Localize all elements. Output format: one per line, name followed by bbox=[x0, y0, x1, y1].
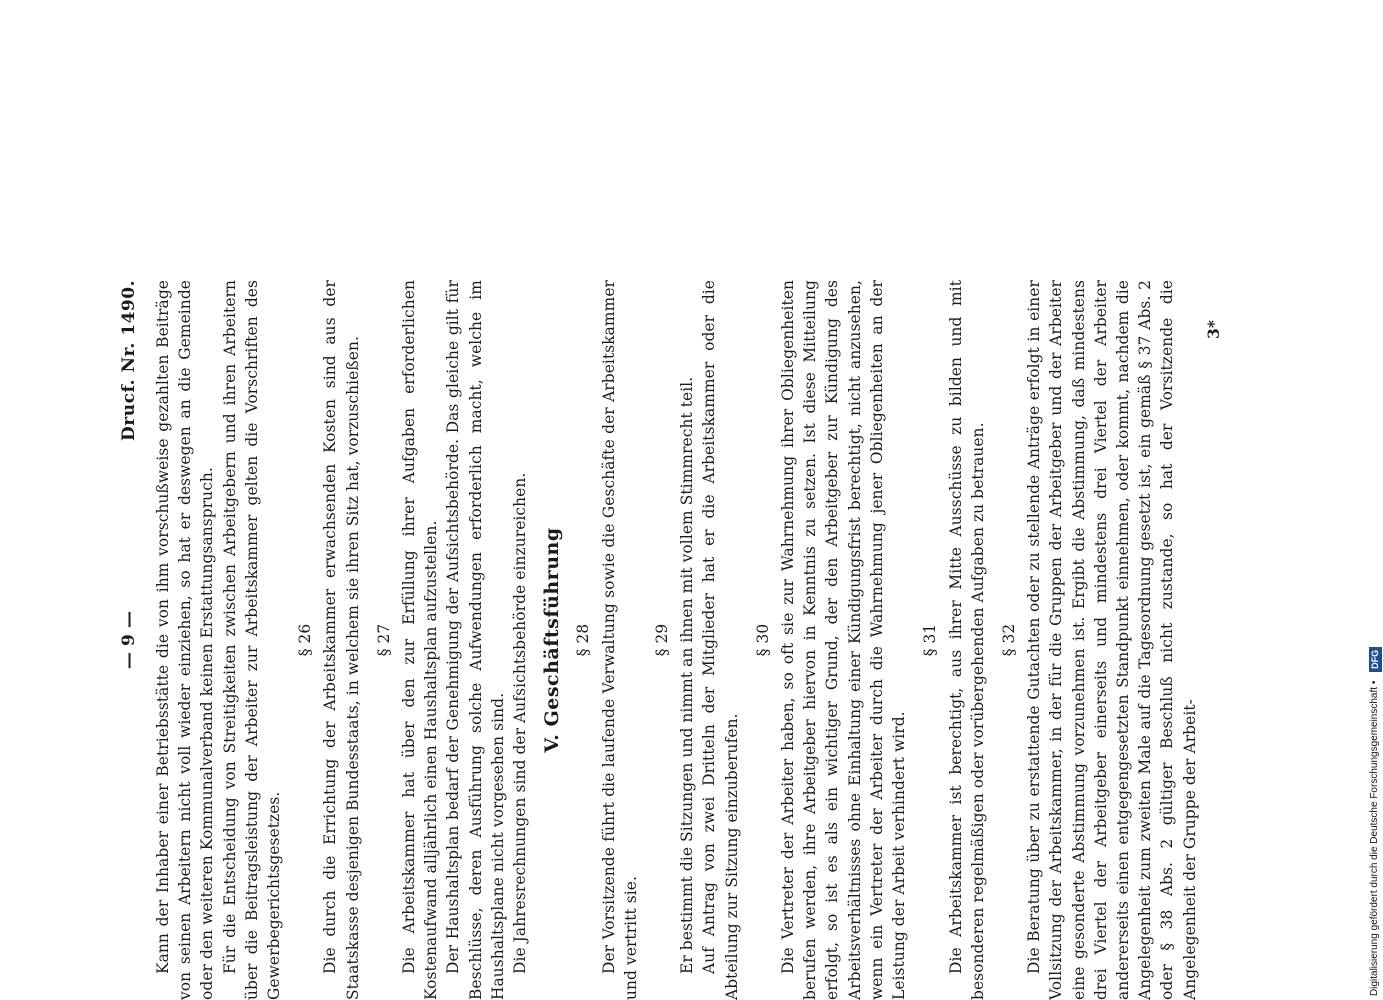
paragraph-heading: § 28 bbox=[574, 623, 593, 657]
digitization-credit bbox=[1366, 6, 1383, 996]
body-paragraph: Die Jahresrechnungen sind der Aufsichtsbehörde einzureichen. bbox=[511, 472, 530, 974]
print-reference: Drucf. Nr. 1490. bbox=[119, 280, 139, 441]
paragraph-heading: § 30 bbox=[753, 623, 772, 657]
paragraph-heading: § 31 bbox=[921, 623, 940, 657]
body-paragraph: Die Arbeitskammer ist berechtigt, aus ihrer Mitte Ausschüsse zu bilden und mit besonderen regelmäßigen oder vorübergehenden Aufgaben zu betrauen. bbox=[946, 280, 987, 1000]
paragraph-heading: § 32 bbox=[999, 623, 1018, 657]
body-paragraph: Er bestimmt die Sitzungen und nimmt an ihnen mit vollem Stimmrecht teil. bbox=[678, 376, 697, 974]
body-paragraph: Die Beratung über zu erstattende Gutachten oder zu stellende Anträge erfolgt in einer Vollsitzung der Arbeitskammer, in der für die Gruppen der Arbeitgeber und der Arbeiter eine gesonderte Abstimmung vorzunehmen ist. Ergibt die Abstimmung, daß mindestens drei Viertel der Arbeitgeber einerseits und mindestens drei Viertel der Arbeiter andererseits einen entgegengesetzten Standpunkt einnehmen, oder kommt, nachdem die Angelegenheit zum zweiten Male auf die Tagesordnung gesetzt ist, ein gemäß § 37 Abs. 2 oder § 38 Abs. 2 gültiger Beschluß nicht zustande, so hat der Vorsitzende die Angelegenheit der Gruppe der Arbeit- bbox=[1025, 280, 1199, 1000]
paragraph-heading: § 26 bbox=[296, 623, 315, 657]
body-paragraph: Kann der Inhaber einer Betriebsstätte die von ihm vorschußweise gezahlten Beiträge von seinen Arbeitern nicht voll wieder einziehen, so hat er deswegen an die Gemeinde oder den weiteren Kommunalverband keinen Erstattungsanspruch. bbox=[154, 280, 217, 1000]
body-paragraph: Die Vertreter der Arbeiter haben, so oft sie zur Wahrnehmung ihrer Obliegenheiten berufen werden, ihre Arbeitgeber hiervon in Kenntnis zu setzen. Ist diese Mitteilung erfolgt, so ist es als ein wichtiger Grund, der den Arbeitgeber zur Kündigung des Arbeitsverhältnisses ohne Einhaltung einer Kündigungsfrist berechtigt, nicht anzusehen, wenn ein Vertreter der Arbeiter durch die Wahrnehmung jener Obliegenheiten an der Leistung der Arbeit verhindert wird. bbox=[779, 280, 909, 1000]
body-paragraph: Auf Antrag von zwei Dritteln der Mitglieder hat er die Arbeitskammer oder die Abteilung zur Sitzung einzuberufen. bbox=[700, 280, 741, 1000]
paragraph-heading: § 27 bbox=[374, 623, 393, 657]
body-paragraph: Die durch die Errichtung der Arbeitskammer erwachsenden Kosten sind aus der Staatskasse desjenigen Bundesstaats, in welchem sie ihren Sitz hat, vorzuschießen. bbox=[321, 280, 362, 1000]
page-header bbox=[118, 280, 144, 1000]
digitization-credit-text: Digitalisierung gefördert durch die Deutsche Forschungsgemeinschaft • bbox=[1369, 680, 1380, 996]
dfg-logo: DFG bbox=[1369, 647, 1382, 672]
body-paragraph: Der Haushaltsplan bedarf der Genehmigung der Aufsichtsbehörde. Das gleiche gilt für Beschlüsse, deren Ausführung solche Aufwendungen erforderlich macht, welche im Haushaltsplane nicht vorgesehen sind. bbox=[444, 280, 507, 1000]
section-title: V. Geschäftsführung bbox=[541, 527, 564, 753]
paragraph-heading: § 29 bbox=[653, 623, 672, 657]
body-paragraph: Der Vorsitzende führt die laufende Verwaltung sowie die Geschäfte der Arbeitskammer und vertritt sie. bbox=[599, 280, 640, 1000]
document-page bbox=[118, 280, 1278, 1000]
body-paragraph: Die Arbeitskammer hat über den zur Erfüllung ihrer Aufgaben erforderlichen Kostenaufwand alljährlich einen Haushaltsplan aufzustellen. bbox=[400, 280, 441, 1000]
page-signature: 3* bbox=[1204, 320, 1223, 339]
page-number: — 9 — bbox=[119, 610, 139, 670]
body-paragraph: Für die Entscheidung von Streitigkeiten zwischen Arbeitgebern und ihren Arbeitern über die Beitragsleistung der Arbeiter zur Arbeitskammer gelten die Vorschriften des Gewerbegerichtsgesetzes. bbox=[220, 280, 284, 1000]
